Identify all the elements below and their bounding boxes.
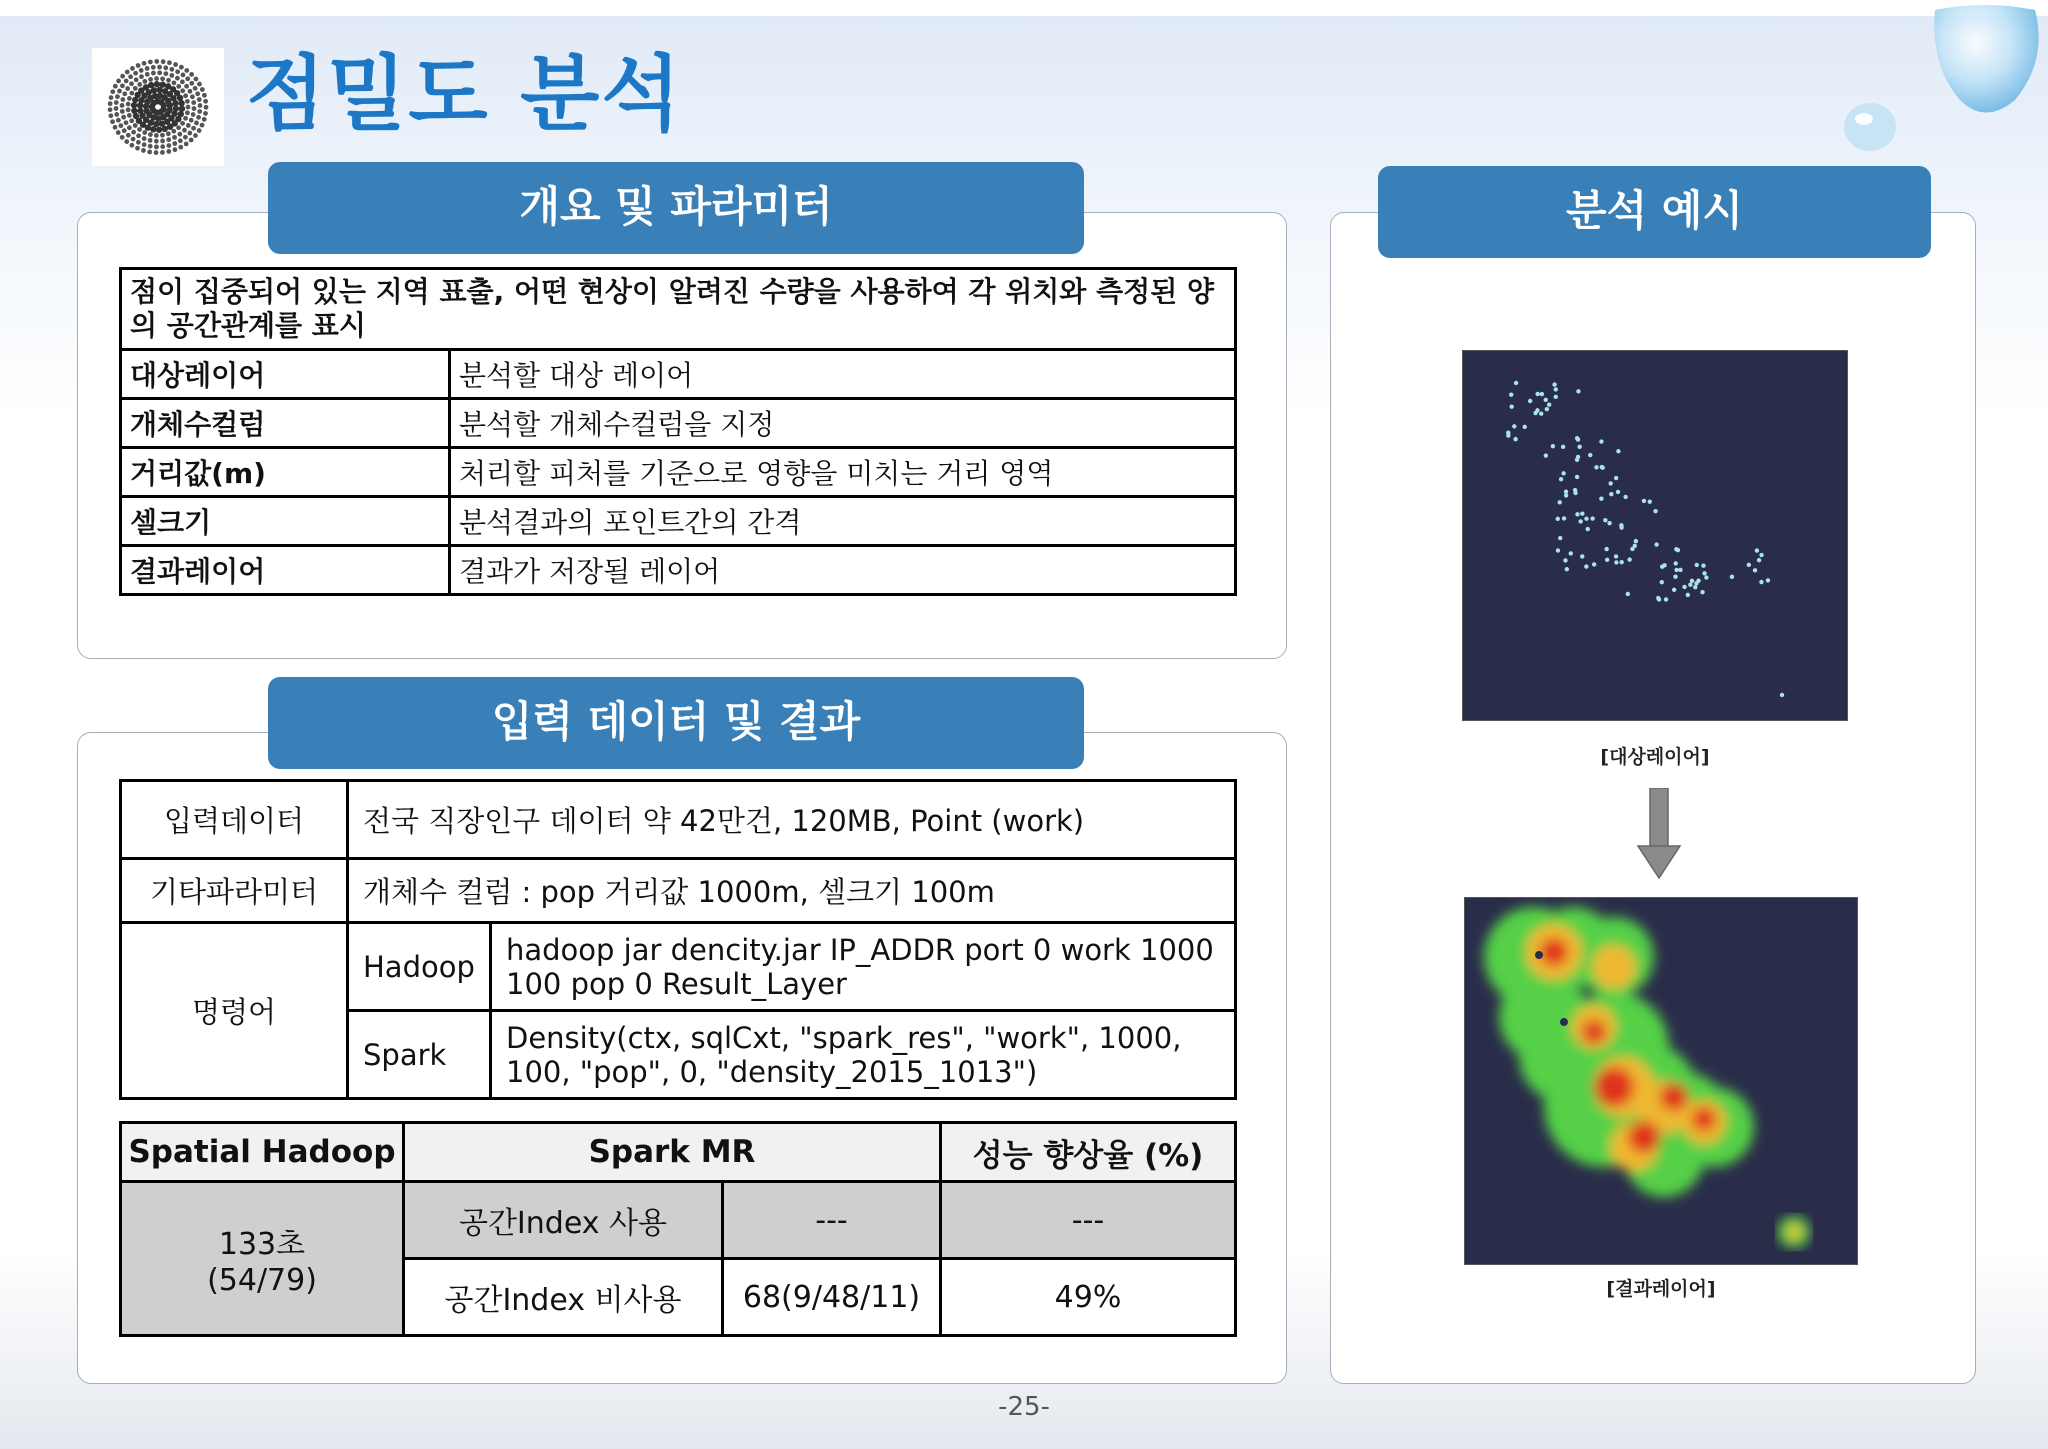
table-row bbox=[121, 923, 1236, 1011]
logo bbox=[92, 48, 224, 166]
hadoop-detail: (54/79) bbox=[207, 1263, 317, 1298]
dot-density-logo-icon bbox=[92, 48, 224, 166]
water-droplet-icon bbox=[1925, 0, 2048, 130]
table-row bbox=[121, 1182, 1236, 1259]
input-data-table bbox=[119, 779, 1237, 1100]
table-row bbox=[121, 497, 1236, 546]
input-layer-map-image bbox=[1462, 350, 1848, 721]
param-name: 결과레이어 bbox=[121, 546, 450, 595]
small-droplet-icon bbox=[1840, 95, 1900, 155]
hadoop-time-cell bbox=[121, 1182, 404, 1336]
param-value: 분석할 개체수컬럼을 지정 bbox=[450, 399, 1236, 448]
index-unused-improve: 49% bbox=[941, 1259, 1236, 1336]
param-value: 분석결과의 포인트간의 간격 bbox=[450, 497, 1236, 546]
index-used-label: 공간Index 사용 bbox=[404, 1182, 723, 1259]
performance-table bbox=[119, 1121, 1237, 1337]
index-used-improve: --- bbox=[941, 1182, 1236, 1259]
table-row bbox=[121, 546, 1236, 595]
param-value: 결과가 저장될 레이어 bbox=[450, 546, 1236, 595]
index-unused-value: 68(9/48/11) bbox=[723, 1259, 941, 1336]
command-label: 명령어 bbox=[121, 923, 348, 1099]
input-layer-caption: [대상레이어] bbox=[1600, 746, 1710, 768]
index-used-value: --- bbox=[723, 1182, 941, 1259]
param-name: 개체수컬럼 bbox=[121, 399, 450, 448]
input-label: 입력데이터 bbox=[121, 781, 348, 859]
result-layer-heatmap-image bbox=[1464, 897, 1858, 1265]
table-row bbox=[121, 1123, 1236, 1182]
table-row bbox=[121, 859, 1236, 923]
input-value: 전국 직장인구 데이터 약 42만건, 120MB, Point (work) bbox=[348, 781, 1236, 859]
parameter-table bbox=[119, 267, 1237, 596]
overview-header: 개요 및 파라미터 bbox=[268, 162, 1084, 254]
table-row bbox=[121, 781, 1236, 859]
hadoop-command: hadoop jar dencity.jar IP_ADDR port 0 work 1000 100 pop 0 Result_Layer bbox=[491, 923, 1236, 1011]
param-name: 셀크기 bbox=[121, 497, 450, 546]
table-row bbox=[121, 399, 1236, 448]
down-arrow-icon bbox=[1636, 788, 1682, 880]
col-spatial-hadoop: Spatial Hadoop bbox=[121, 1123, 404, 1182]
hadoop-label: Hadoop bbox=[348, 923, 491, 1011]
spark-label: Spark bbox=[348, 1011, 491, 1099]
table-row bbox=[121, 448, 1236, 497]
index-unused-label: 공간Index 비사용 bbox=[404, 1259, 723, 1336]
page-title: 점밀도 분석 bbox=[246, 47, 683, 142]
example-header: 분석 예시 bbox=[1378, 166, 1931, 258]
overview-description: 점이 집중되어 있는 지역 표출, 어떤 현상이 알려진 수량을 사용하여 각 위치와 측정된 양의 공간관계를 표시 bbox=[121, 269, 1236, 350]
header-band bbox=[0, 0, 2048, 16]
other-param-label: 기타파라미터 bbox=[121, 859, 348, 923]
table-row bbox=[121, 350, 1236, 399]
col-improvement: 성능 향상율 (%) bbox=[941, 1123, 1236, 1182]
result-layer-caption: [결과레이어] bbox=[1606, 1278, 1716, 1300]
hadoop-time: 133초 bbox=[218, 1227, 306, 1262]
other-param-value: 개체수 컬럼 : pop 거리값 1000m, 셀크기 100m bbox=[348, 859, 1236, 923]
param-value: 처리할 피처를 기준으로 영향을 미치는 거리 영역 bbox=[450, 448, 1236, 497]
page-number: -25- bbox=[998, 1392, 1050, 1422]
col-spark-mr: Spark MR bbox=[404, 1123, 941, 1182]
spark-command: Density(ctx, sqlCxt, "spark_res", "work", 1000, 100, "pop", 0, "density_2015_1013") bbox=[491, 1011, 1236, 1099]
io-header: 입력 데이터 및 결과 bbox=[268, 677, 1084, 769]
param-value: 분석할 대상 레이어 bbox=[450, 350, 1236, 399]
param-name: 대상레이어 bbox=[121, 350, 450, 399]
param-name: 거리값(m) bbox=[121, 448, 450, 497]
